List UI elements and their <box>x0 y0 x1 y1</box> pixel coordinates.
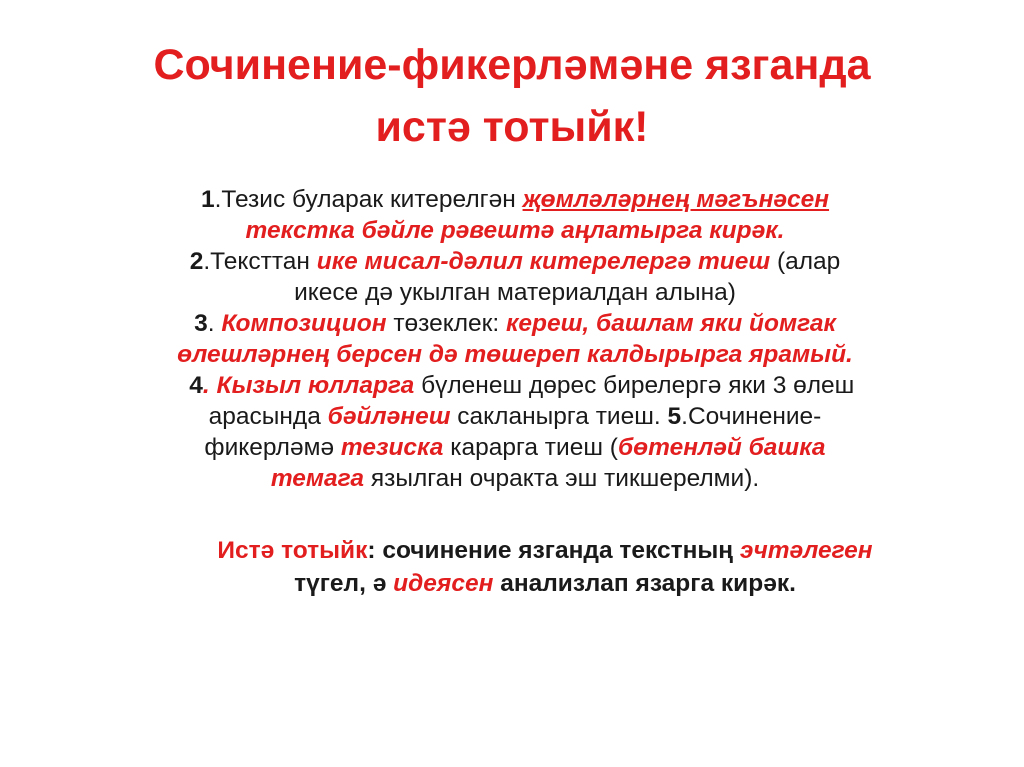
rule-5-emphasis-2: бөтенләй башка <box>617 434 826 461</box>
rule-4-text: бүленеш дөрес бирелергә яки 3 өлеш <box>414 372 855 399</box>
rules-body <box>70 184 960 494</box>
rule-2 <box>70 246 960 308</box>
rule-3-emphasis-2: кереш, башлам яки йомгак <box>506 310 836 337</box>
remember-text-3: анализлап язарга кирәк. <box>493 570 796 597</box>
rule-5-number: 5 <box>667 403 682 430</box>
remember-text: : сочинение язганда текстның <box>367 537 740 564</box>
rule-4-emphasis-1: бәйләнеш <box>327 403 451 430</box>
rule-3-text: . <box>207 310 222 337</box>
rule-2-number: 2 <box>189 248 204 275</box>
remember-text-2: түгел, ә <box>294 570 394 597</box>
rule-5-text-2: фикерләмә <box>204 434 341 461</box>
remember-emphasis-1: эчтәлеген <box>739 537 873 564</box>
rule-5-text: .Сочинение- <box>681 403 822 430</box>
rule-5-emphasis-1: тезиска <box>340 434 444 461</box>
rule-5-text-4: язылган очракта эш тикшерелми). <box>364 465 760 492</box>
slide-title <box>0 34 1024 158</box>
rule-4-text-2: арасында <box>208 403 328 430</box>
rule-1 <box>70 184 960 246</box>
rule-3-text-2: төзеклек: <box>386 310 507 337</box>
rule-4-emphasis-0: . Кызыл юлларга <box>202 372 415 399</box>
title-line-2: истә тотыйк! <box>375 103 649 151</box>
rule-3 <box>70 308 960 370</box>
rule-1-number: 1 <box>200 186 215 213</box>
rule-2-text: .Тексттан <box>203 248 317 275</box>
rule-4-number: 4 <box>189 372 203 399</box>
rule-2-text-2: (алар <box>770 248 841 275</box>
rule-5-text-3: карарга тиеш ( <box>443 434 618 461</box>
rule-4-5 <box>70 370 960 494</box>
rule-3-emphasis-3: өлешләрнең берсен дә төшереп калдырырга ярамый. <box>177 341 853 368</box>
rule-1-text: .Тезис буларак китерелгән <box>214 186 523 213</box>
rule-2-text-3: икесе дә укылган материалдан алына) <box>294 279 736 306</box>
remember-emphasis-2: идеясен <box>393 570 494 597</box>
rule-4-text-3: сакланырга тиеш. <box>450 403 668 430</box>
rule-3-number: 3 <box>194 310 208 337</box>
remember-note <box>110 534 980 600</box>
rule-5-emphasis-3: темага <box>270 465 365 492</box>
rule-2-emphasis: ике мисал-дәлил китерелергә тиеш <box>316 248 771 275</box>
rule-1-emphasis-2: текстка бәйле рәвештә аңлатырга кирәк. <box>245 217 785 244</box>
remember-label: Истә тотыйк <box>217 537 368 564</box>
rule-1-emphasis-1: җөмләләрнең мәгънәсен <box>522 186 830 213</box>
rule-3-emphasis-1: Композицион <box>221 310 387 337</box>
title-line-1: Сочинение-фикерләмәне язганда <box>153 41 871 89</box>
